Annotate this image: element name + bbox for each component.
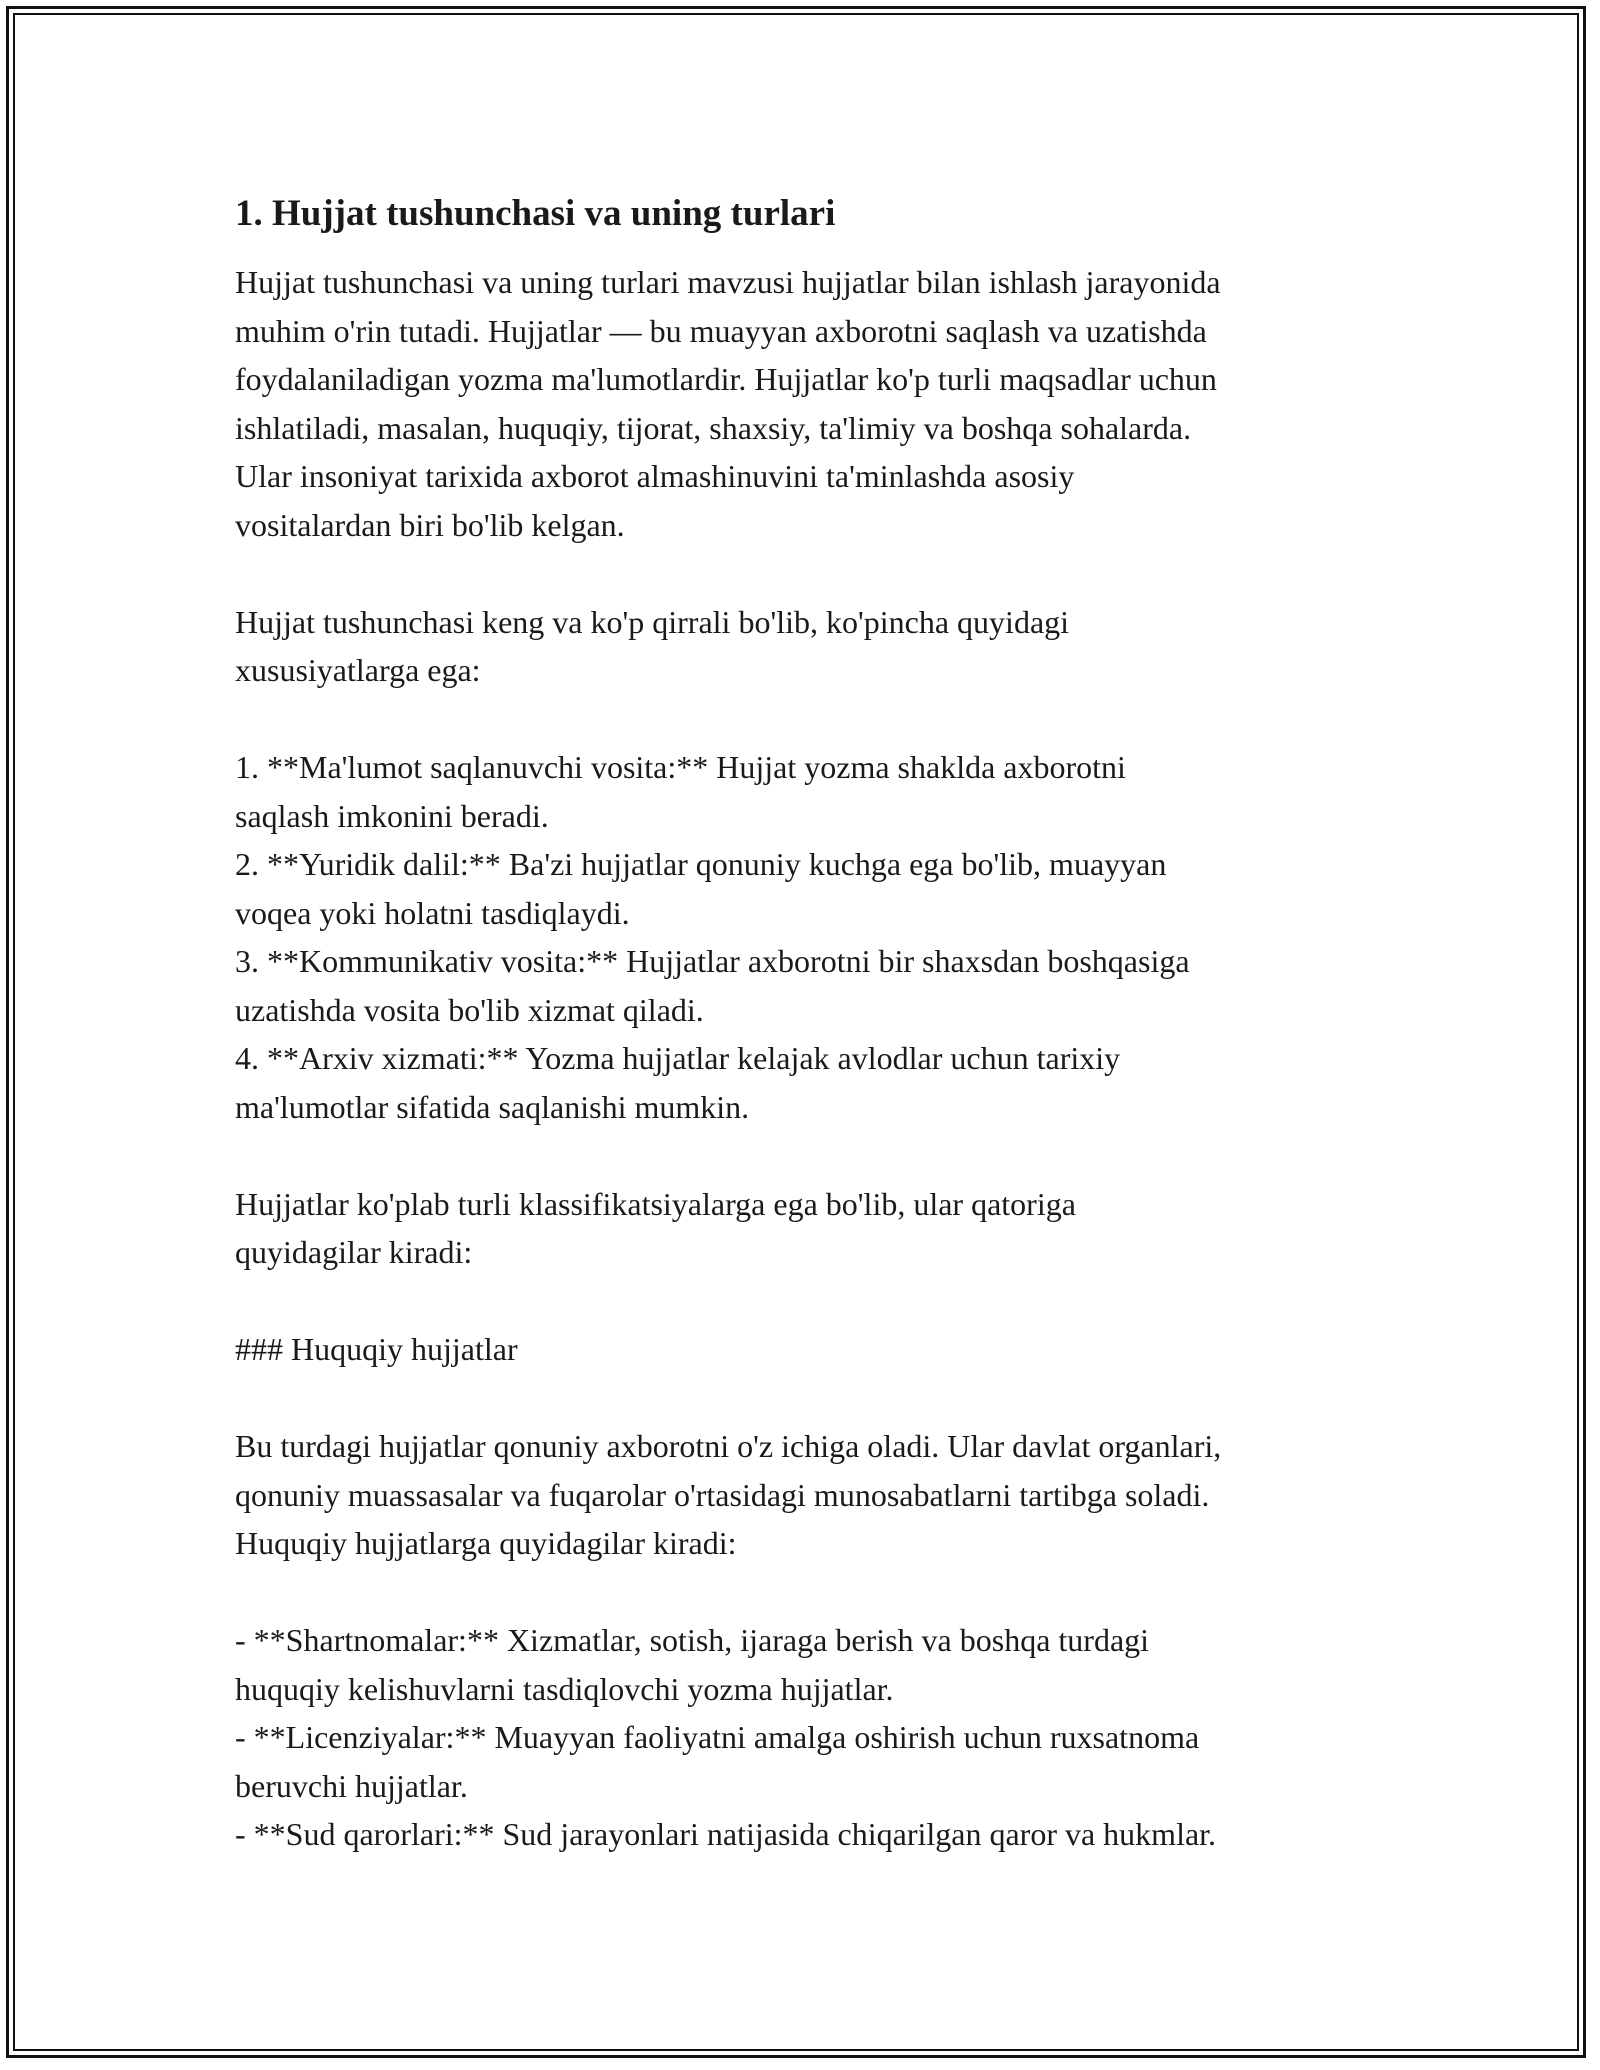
paragraph-gap (235, 1568, 1395, 1617)
classification-intro-paragraph: Hujjatlar ko'plab turli klassifikatsiyalarga ega bo'lib, ular qatoriga quyidagilar kiradi: (235, 1185, 1076, 1270)
legal-documents-paragraph: Bu turdagi hujjatlar qonuniy axborotni o'z ichiga oladi. Ular davlat organlari, qonuniy muassasalar va fuqarolar o'rtasidagi munosabatlarni tartibga soladi. Huquqiy hujjatlarga quyidagilar kiradi: (235, 1428, 1222, 1561)
document-title: 1. Hujjat tushunchasi va uning turlari (235, 193, 836, 234)
paragraph-gap (235, 695, 1395, 744)
paragraph-gap (235, 1277, 1395, 1326)
properties-list: 1. **Ma'lumot saqlanuvchi vosita:** Hujjat yozma shaklda axborotni saqlash imkonini beradi. 2. **Yuridik dalil:** Ba'zi hujjatlar qonuniy kuchga ega bo'lib, muayyan voqea yoki holatni tasdiqlaydi. 3. **Kommunikativ vosita:** Hujjatlar axborotni bir shaxsdan boshqasiga uzatishda vosita bo'lib xizmat qiladi. 4. **Arxiv xizmati:** Yozma hujjatlar kelajak avlodlar uchun tarixiy ma'lumotlar sifatida saqlanishi mumkin. (235, 749, 1190, 1125)
paragraph-gap (235, 1131, 1395, 1180)
legal-documents-list: - **Shartnomalar:** Xizmatlar, sotish, ijaraga berish va boshqa turdagi huquqiy kelishuvlarni tasdiqlovchi yozma hujjatlar. - **Licenziyalar:** Muayyan faoliyatni amalga oshirish uchun ruxsatnoma beruvchi hujjatlar. - **Sud qarorlari:** Sud jarayonlari natijasida chiqarilgan qaror va hukmlar. (235, 1622, 1217, 1852)
document-body (235, 190, 1395, 1859)
paragraph-gap (235, 1374, 1395, 1423)
paragraph-gap (235, 549, 1395, 598)
properties-intro-paragraph: Hujjat tushunchasi keng va ko'p qirrali bo'lib, ko'pincha quyidagi xususiyatlarga ega: (235, 603, 1070, 688)
intro-paragraph: Hujjat tushunchasi va uning turlari mavzusi hujjatlar bilan ishlash jarayonida muhim o'rin tutadi. Hujjatlar — bu muayyan axborotni saqlash va uzatishda foydalaniladigan yozma ma'lumotlardir. Hujjatlar ko'p turli maqsadlar uchun ishlatiladi, masalan, huquqiy, tijorat, shaxsiy, ta'limiy va boshqa sohalarda. Ular insoniyat tarixida axborot almashinuvini ta'minlashda asosiy vositalardan biri bo'lib kelgan. (235, 264, 1221, 543)
section-heading-legal-documents: ### Huquqiy hujjatlar (235, 1331, 518, 1367)
